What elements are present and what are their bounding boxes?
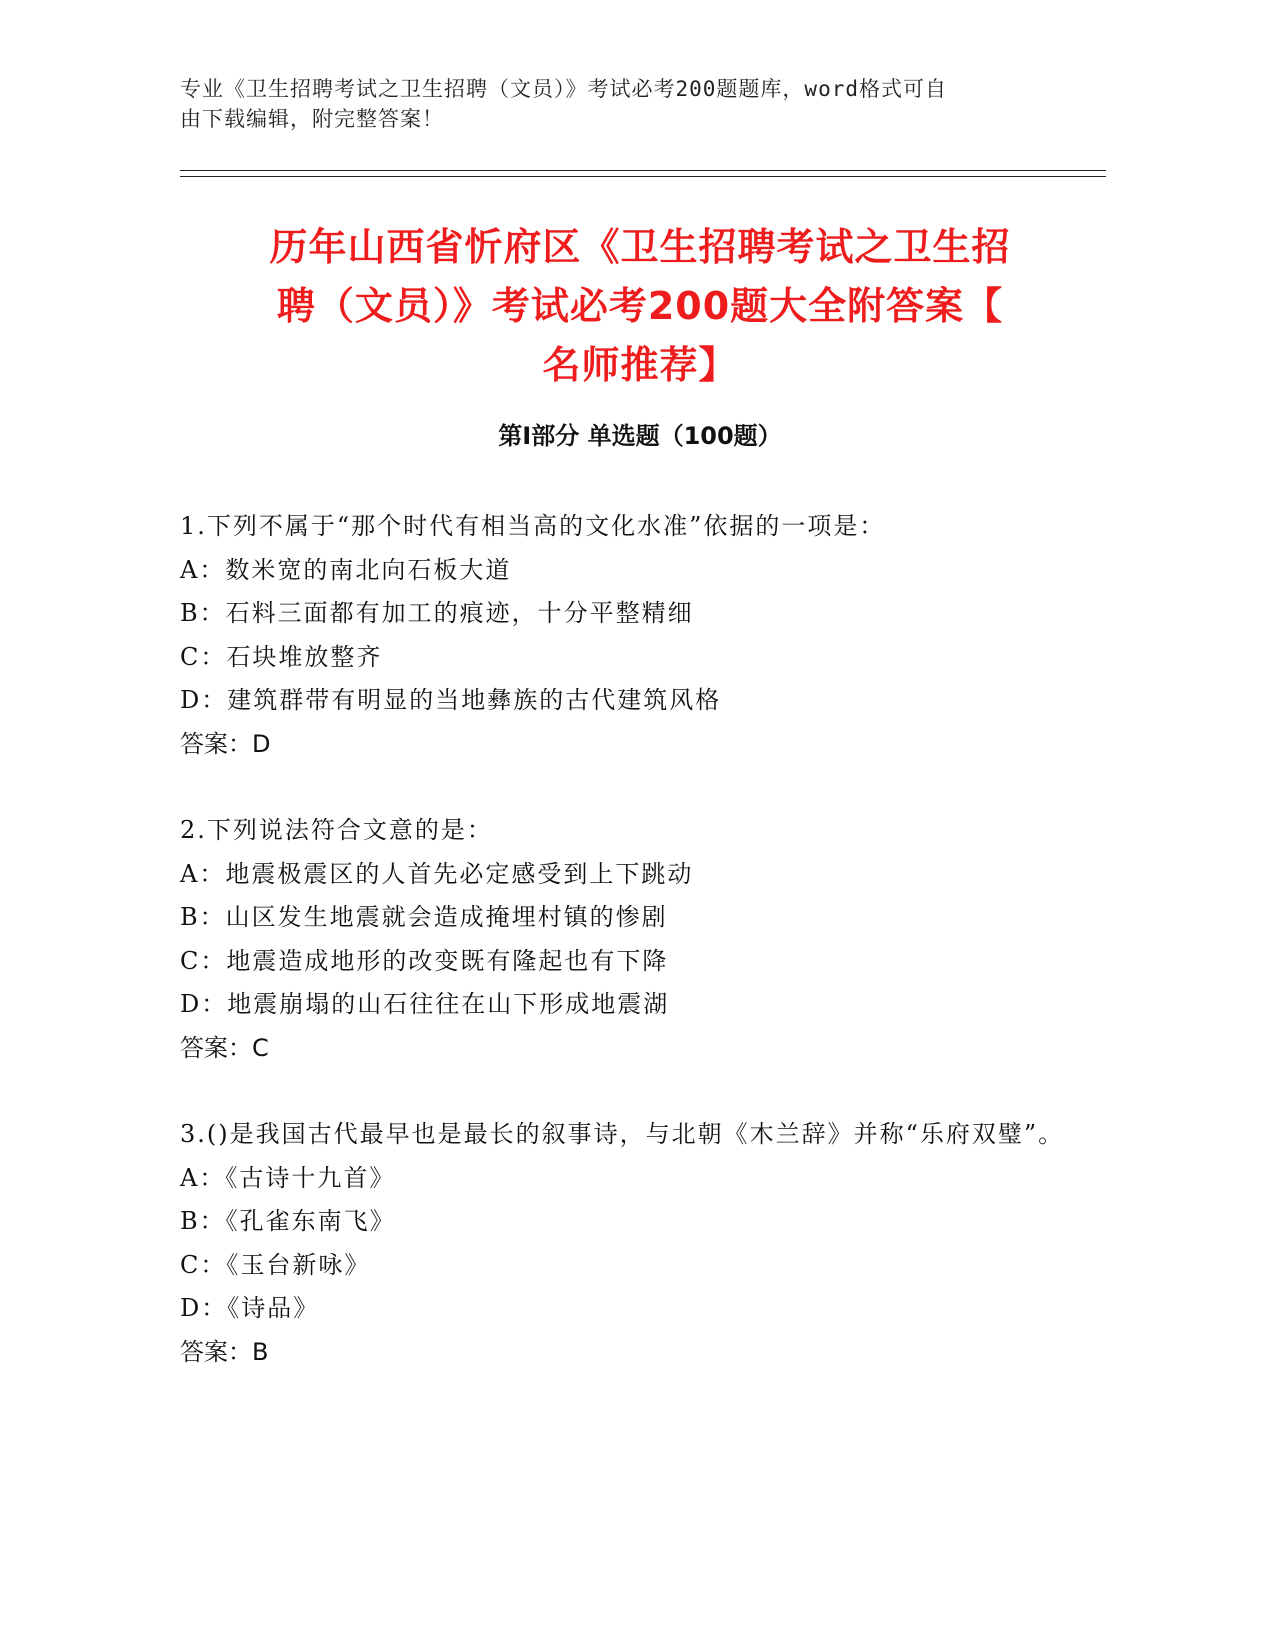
title-line-3: 名师推荐】 [542, 343, 738, 387]
option-c: C：地震造成地形的改变既有隆起也有下降 [180, 946, 669, 975]
answer: 答案：B [180, 1337, 269, 1366]
header-note [180, 74, 1060, 134]
option-c: C：石块堆放整齐 [180, 642, 383, 671]
option-a: A：地震极震区的人首先必定感受到上下跳动 [180, 859, 694, 888]
option-d: D：建筑群带有明显的当地彝族的古代建筑风格 [180, 686, 722, 714]
option-a: A：数米宽的南北向石板大道 [180, 555, 512, 584]
document-title [180, 218, 1100, 395]
header-note-line-1: 专业《卫生招聘考试之卫生招聘（文员）》考试必考200题题库，word格式可自 [180, 77, 947, 101]
header-divider-bottom [180, 176, 1106, 177]
option-b: B：《孔雀东南飞》 [180, 1207, 396, 1235]
option-d: D：地震崩塌的山石往往在山下形成地震湖 [180, 990, 670, 1018]
option-b: B：石料三面都有加工的痕迹，十分平整精细 [180, 599, 694, 627]
header-divider-top [180, 170, 1106, 171]
question-3 [180, 1113, 1080, 1374]
question-text: 2.下列说法符合文意的是： [180, 816, 493, 844]
question-text: 1.下列不属于“那个时代有相当高的文化水准”依据的一项是： [180, 512, 886, 540]
option-d: D：《诗品》 [180, 1294, 320, 1322]
title-line-1: 历年山西省忻府区《卫生招聘考试之卫生招 [269, 225, 1011, 269]
header-note-line-2: 由下载编辑，附完整答案！ [180, 107, 444, 131]
section-heading: 第Ⅰ部分 单选题（100题） [498, 422, 782, 450]
option-a: A：《古诗十九首》 [180, 1163, 396, 1192]
question-2 [180, 809, 1080, 1070]
title-line-2: 聘（文员）》考试必考200题大全附答案【 [276, 284, 1004, 328]
question-list [180, 505, 1080, 1417]
answer: 答案：D [180, 729, 271, 758]
option-b: B：山区发生地震就会造成掩埋村镇的惨剧 [180, 903, 668, 931]
question-text: 3.()是我国古代最早也是最长的叙事诗，与北朝《木兰辞》并称“乐府双璧”。 [180, 1120, 1065, 1148]
question-1 [180, 505, 1080, 766]
answer: 答案：C [180, 1033, 269, 1062]
option-c: C：《玉台新咏》 [180, 1250, 371, 1279]
